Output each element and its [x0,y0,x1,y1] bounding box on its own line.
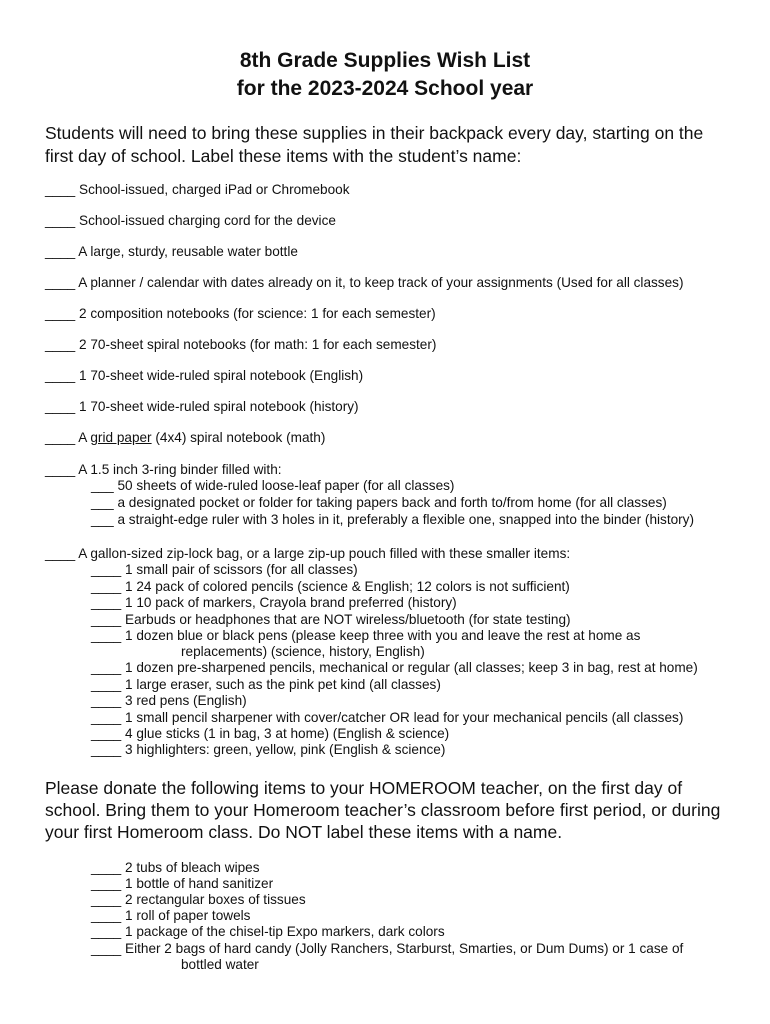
donate-item: ____ 2 rectangular boxes of tissues [91,892,306,907]
list-item: ____ 2 composition notebooks (for science: 1 for each semester) [45,306,436,321]
pouch-subitem: ____ 1 10 pack of markers, Crayola brand preferred (history) [91,595,457,610]
donate-paragraph: Please donate the following items to your HOMEROOM teacher, on the first day of school. Bring them to your Homeroom teacher’s classroom before first period, or during your first Homeroom class. Do NOT label these items with a name. [45,778,721,842]
list-item: ____ A planner / calendar with dates already on it, to keep track of your assignments (Used for all classes) [45,275,684,290]
donate-item: ____ 1 package of the chisel-tip Expo markers, dark colors [91,924,445,939]
list-item: ____ School-issued charging cord for the device [45,213,336,228]
binder-subitem: ___ a straight-edge ruler with 3 holes in it, preferably a flexible one, snapped into the binder (history) [91,512,695,527]
pouch-label: ____ A gallon-sized zip-lock bag, or a large zip-up pouch filled with these smaller items: [45,546,571,561]
page-title-line-1: 8th Grade Supplies Wish List [239,49,531,72]
pouch-subitem: ____ 1 small pencil sharpener with cover/catcher OR lead for your mechanical pencils (all classes) [91,710,684,725]
pouch-subitem: ____ 1 24 pack of colored pencils (science & English; 12 colors is not sufficient) [91,579,570,594]
list-item: ____ 1 70-sheet wide-ruled spiral notebook (English) [45,368,364,383]
donate-item: ____ 1 bottle of hand sanitizer [91,876,274,891]
pouch-subitem: ____ 1 small pair of scissors (for all classes) [91,562,358,577]
list-item: ____ A large, sturdy, reusable water bottle [45,244,298,259]
list-item: ____ School-issued, charged iPad or Chromebook [45,182,350,197]
list-item: ____ 2 70-sheet spiral notebooks (for math: 1 for each semester) [45,337,437,352]
binder-subitem: ___ a designated pocket or folder for taking papers back and forth to/from home (for all classes) [91,495,667,510]
pouch-subitem-continuation: replacements) (science, history, English) [181,644,425,659]
grid-item-prefix: ____ A [45,430,91,445]
list-item: ____ 1 70-sheet wide-ruled spiral notebook (history) [45,399,359,414]
pouch-subitem: ____ Earbuds or headphones that are NOT wireless/bluetooth (for state testing) [91,612,571,627]
page-title-line-2: for the 2023-2024 School year [236,77,534,100]
pouch-subitem: ____ 3 red pens (English) [91,693,247,708]
pouch-subitem: ____ 1 dozen pre-sharpened pencils, mechanical or regular (all classes; keep 3 in bag, rest at home) [91,660,698,675]
donate-item-continuation: bottled water [181,957,259,972]
grid-item-suffix: (4x4) spiral notebook (math) [151,430,326,445]
pouch-subitem: ____ 4 glue sticks (1 in bag, 3 at home) (English & science) [91,726,450,741]
intro-paragraph: Students will need to bring these supplies in their backpack every day, starting on the first day of school. Label these items with the student’s name: [45,123,704,166]
donate-item: ____ 1 roll of paper towels [91,908,251,923]
donate-item: ____ Either 2 bags of hard candy (Jolly Ranchers, Starburst, Smarties, or Dum Dums) or 1 case of [91,941,684,956]
pouch-subitem: ____ 1 dozen blue or black pens (please keep three with you and leave the rest at home as [91,628,641,643]
binder-subitem: ___ 50 sheets of wide-ruled loose-leaf paper (for all classes) [91,478,455,493]
pouch-subitem: ____ 1 large eraser, such as the pink pet kind (all classes) [91,677,441,692]
grid-paper-link[interactable]: grid paper [90,430,152,445]
pouch-subitem: ____ 3 highlighters: green, yellow, pink (English & science) [91,742,446,757]
list-item-grid-paper [45,430,325,446]
donate-item: ____ 2 tubs of bleach wipes [91,860,260,875]
binder-label: ____ A 1.5 inch 3-ring binder filled with: [45,462,282,477]
